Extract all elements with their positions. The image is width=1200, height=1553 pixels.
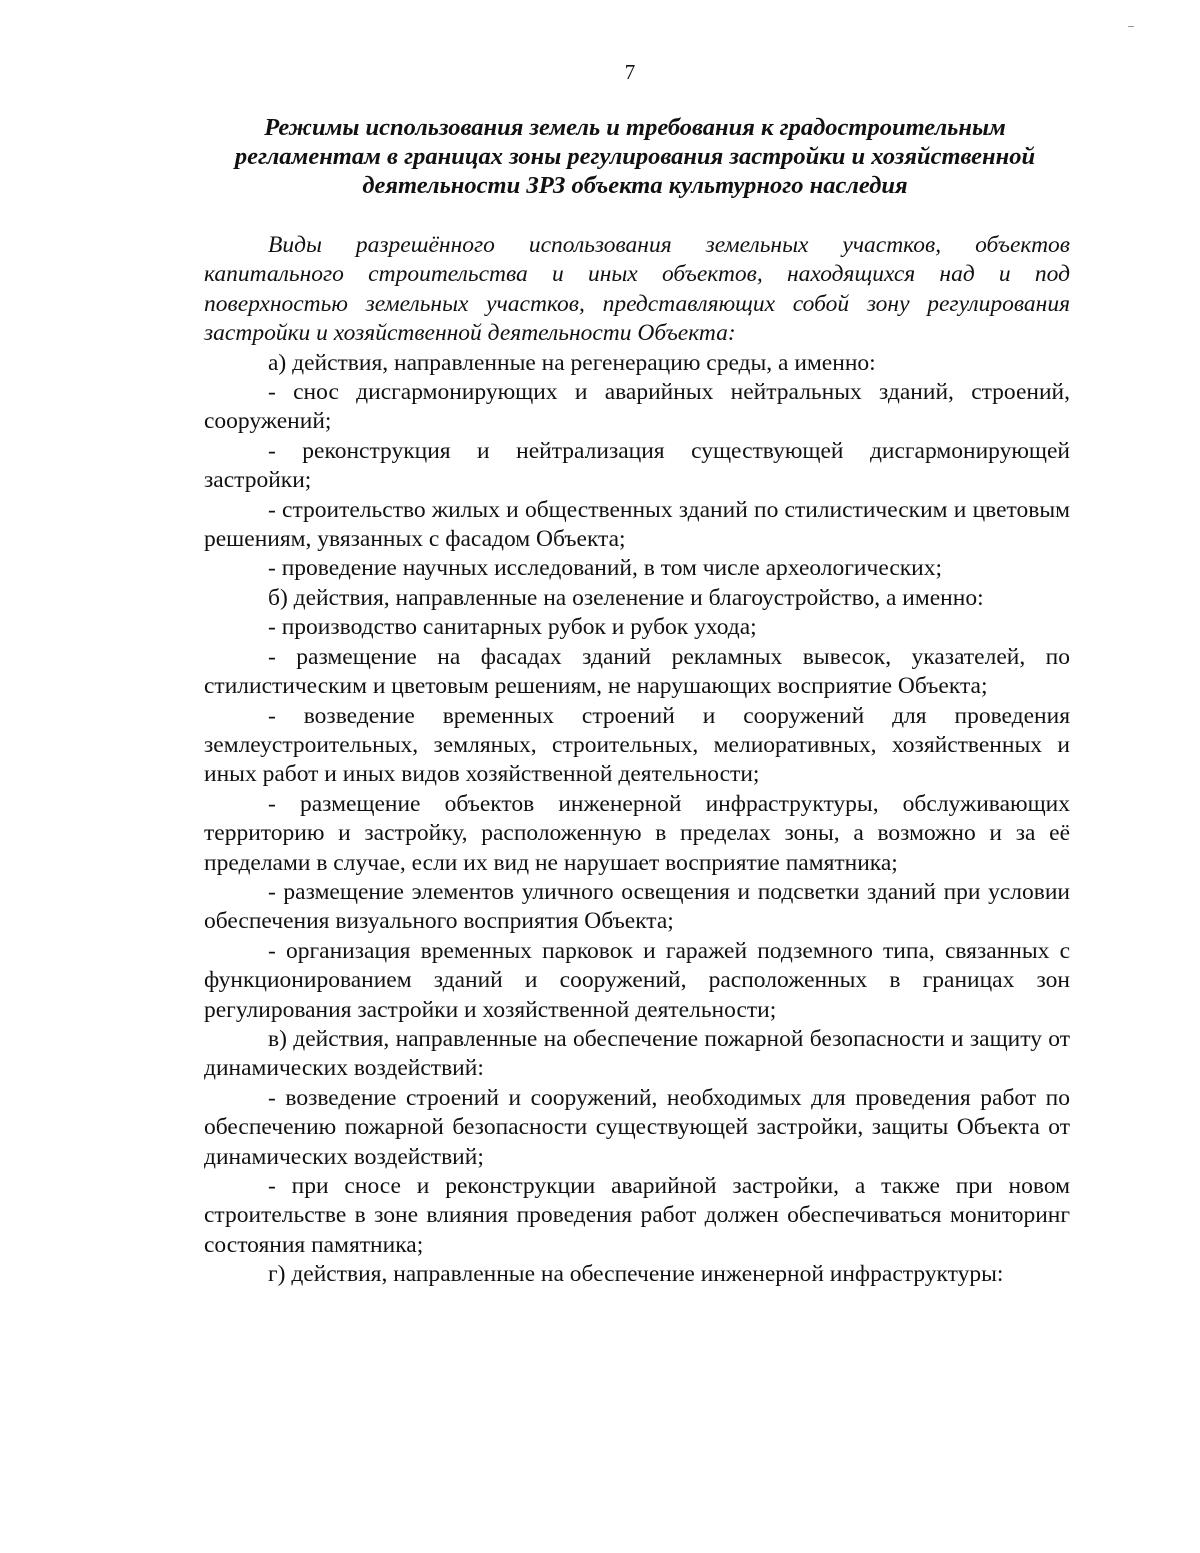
intro-paragraph: Виды разрешённого использования земельных участков, объектов капитального строительства и иных объектов, находящихся над и под поверхностью земельных участков, представляющих собой зону регулирования застройки и хозяйственной деятельности Объекта:	[204, 232, 1070, 347]
paragraph: - проведение научных исследований, в том числе археологических;	[268, 555, 943, 582]
paragraph: - реконструкция и нейтрализация существующей дисгармонирующей застройки;	[204, 437, 1070, 494]
paragraph: а) действия, направленные на регенерацию среды, а именно:	[268, 349, 876, 376]
paragraph: в) действия, направленные на обеспечение пожарной безопасности и защиту от динамических воздействий:	[204, 1025, 1070, 1082]
page-title: Режимы использования земель и требования к градостроительным регламентам в границах зоны регулирования застройки и хозяйственной деятельности ЗРЗ объекта культурного наследия	[234, 114, 1036, 199]
paragraph: г) действия, направленные на обеспечение инженерной инфраструктуры:	[268, 1261, 1004, 1288]
paragraph: - строительство жилых и общественных зданий по стилистическим и цветовым решениям, увязанных с фасадом Объекта;	[204, 496, 1070, 553]
paragraph: - размещение элементов уличного освещения и подсветки зданий при условии обеспечения визуального восприятия Объекта;	[204, 878, 1070, 935]
document-body	[204, 231, 1070, 1290]
paragraph: - при сносе и реконструкции аварийной застройки, а также при новом строительстве в зоне влияния проведения работ должен обеспечиваться мониторинг состояния памятника;	[204, 1173, 1070, 1258]
paragraph: б) действия, направленные на озеленение и благоустройство, а именно:	[268, 584, 984, 611]
paragraph: - размещение на фасадах зданий рекламных вывесок, указателей, по стилистическим и цветовым решениям, не нарушающих восприятие Объекта;	[204, 643, 1070, 700]
paragraph: - снос дисгармонирующих и аварийных нейтральных зданий, строений, сооружений;	[204, 379, 1070, 435]
paragraph: - организация временных парковок и гаражей подземного типа, связанных с функционированием зданий и сооружений, расположенных в границах зон регулирования застройки и хозяйственной деятельности;	[204, 937, 1070, 1023]
paragraph: - размещение объектов инженерной инфраструктуры, обслуживающих территорию и застройку, расположенную в пределах зоны, а возможно и за её пределами в случае, если их вид не нарушает восприятие памятника;	[204, 790, 1070, 876]
page-number: 7	[624, 60, 636, 84]
paragraph: - возведение строений и сооружений, необходимых для проведения работ по обеспечению пожарной безопасности существующей застройки, защиты Объекта от динамических воздействий;	[204, 1084, 1070, 1170]
paragraph: - производство санитарных рубок и рубок ухода;	[268, 614, 757, 641]
scan-artifact	[1128, 26, 1134, 27]
paragraph: - возведение временных строений и сооружений для проведения землеустроительных, земляных, строительных, мелиоративных, хозяйственных и иных работ и иных видов хозяйственной деятельности;	[204, 702, 1070, 788]
